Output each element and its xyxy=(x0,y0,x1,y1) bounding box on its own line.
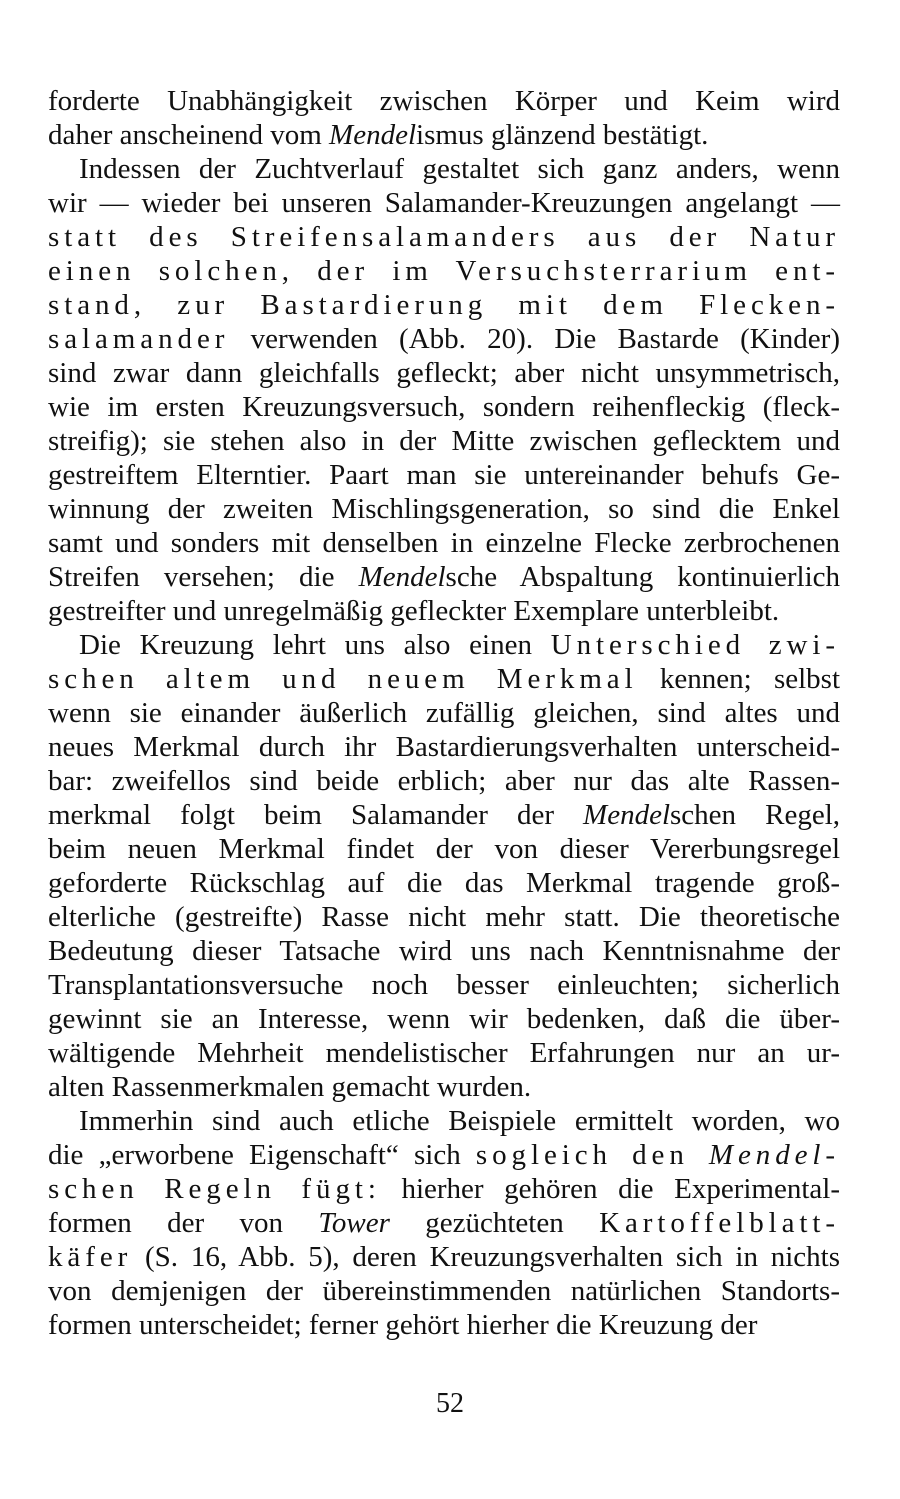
text-run: schen Regel, xyxy=(670,799,840,831)
text-run: ismus glänzend bestätigt. xyxy=(416,119,709,151)
text-run: formen unterscheidet; ferner gehört hierher die Kreuzung der xyxy=(48,1309,758,1341)
text-line xyxy=(48,1104,840,1138)
text-line xyxy=(48,1274,840,1308)
text-run: Immerhin sind auch etliche Beispiele ermittelt worden, wo xyxy=(79,1105,840,1137)
text-run: samt und sonders mit denselben in einzelne Flecke zerbrochenen xyxy=(48,527,840,559)
text-run: verwenden (Abb. 20). Die Bastarde (Kinder) xyxy=(229,323,840,355)
text-line xyxy=(48,118,840,152)
text-run: formen der von xyxy=(48,1207,319,1239)
text-run: Indessen der Zuchtverlauf gestaltet sich ganz anders, wenn xyxy=(79,153,840,185)
emphasis-text: Mendel- xyxy=(708,1139,840,1171)
text-line xyxy=(48,356,840,390)
text-run: wenn sie einander äußerlich zufällig gleichen, sind altes und xyxy=(48,697,840,729)
emphasis-text: schen Regeln fügt: xyxy=(48,1173,381,1205)
text-run: wältigende Mehrheit mendelistischer Erfahrungen nur an ur- xyxy=(48,1037,840,1069)
page-body xyxy=(48,84,840,1342)
text-run: Streifen versehen; die xyxy=(48,561,359,593)
text-line xyxy=(48,492,840,526)
text-line xyxy=(48,730,840,764)
page-number: 52 xyxy=(436,1388,464,1419)
emphasis-text: salamander xyxy=(48,323,230,355)
text-run: Die Kreuzung lehrt uns also einen xyxy=(79,629,551,661)
text-run: elterliche (gestreifte) Rasse nicht mehr statt. Die theoretische xyxy=(48,901,840,933)
text-line xyxy=(48,934,840,968)
text-line xyxy=(48,628,840,662)
text-line xyxy=(48,1308,840,1342)
text-line xyxy=(48,662,840,696)
text-line xyxy=(48,1240,840,1274)
text-run: daher anscheinend vom xyxy=(48,119,330,151)
text-line xyxy=(48,288,840,322)
text-line xyxy=(48,186,840,220)
paragraph xyxy=(48,1104,840,1342)
text-run: wie im ersten Kreuzungsversuch, sondern reihenfleckig (fleck- xyxy=(48,391,840,423)
emphasis-text: Unterschied zwi- xyxy=(550,629,840,661)
text-line xyxy=(48,458,840,492)
text-line xyxy=(48,254,840,288)
text-line xyxy=(48,1002,840,1036)
text-run: bar: zweifellos sind beide erblich; aber nur das alte Rassen- xyxy=(48,765,840,797)
emphasis-text: Mendel xyxy=(583,799,671,831)
text-run: wir — wieder bei unseren Salamander-Kreuzungen angelangt — xyxy=(48,187,840,219)
text-run: winnung der zweiten Mischlingsgeneration, so sind die Enkel xyxy=(48,493,840,525)
text-run: neues Merkmal durch ihr Bastardierungsverhalten unterscheid- xyxy=(48,731,840,763)
text-line xyxy=(48,696,840,730)
text-line xyxy=(48,152,840,186)
emphasis-text: sogleich den xyxy=(475,1139,709,1171)
emphasis-text: Tower xyxy=(318,1207,390,1239)
text-line xyxy=(48,1070,840,1104)
text-line xyxy=(48,84,840,118)
text-run: sind zwar dann gleichfalls gefleckt; aber nicht unsymmetrisch, xyxy=(48,357,840,389)
emphasis-text: käfer xyxy=(48,1241,133,1273)
text-run: gestreifter und unregelmäßig gefleckter Exemplare unterbleibt. xyxy=(48,595,780,627)
text-run: Bedeutung dieser Tatsache wird uns nach Kenntnisnahme der xyxy=(48,935,840,967)
text-line xyxy=(48,390,840,424)
emphasis-text: einen solchen, der im Versuchsterrarium ent- xyxy=(48,255,840,287)
emphasis-text: Mendel xyxy=(358,561,446,593)
text-run: von demjenigen der übereinstimmenden natürlichen Standorts- xyxy=(48,1275,840,1307)
text-run: sche Abspaltung kontinuierlich xyxy=(445,561,840,593)
text-line xyxy=(48,900,840,934)
text-run: kennen; selbst xyxy=(637,663,841,695)
text-run: merkmal folgt beim Salamander der xyxy=(48,799,584,831)
text-run: die „erworbene Eigenschaft“ sich xyxy=(48,1139,476,1171)
text-line xyxy=(48,1138,840,1172)
text-run: gestreiftem Elterntier. Paart man sie untereinander behufs Ge- xyxy=(48,459,840,491)
text-run: (S. 16, Abb. 5), deren Kreuzungsverhalten sich in nichts xyxy=(132,1241,840,1273)
text-line xyxy=(48,322,840,356)
text-run: beim neuen Merkmal findet der von dieser Vererbungsregel xyxy=(48,833,840,865)
text-line xyxy=(48,1172,840,1206)
text-run: forderte Unabhängigkeit zwischen Körper und Keim wird xyxy=(48,85,840,117)
text-line xyxy=(48,220,840,254)
emphasis-text: Kartoffelblatt- xyxy=(599,1207,840,1239)
text-line xyxy=(48,866,840,900)
emphasis-text: statt des Streifensalamanders aus der Natur xyxy=(48,221,840,253)
paragraph xyxy=(48,84,840,152)
text-run: gewinnt sie an Interesse, wenn wir bedenken, daß die über- xyxy=(48,1003,840,1035)
text-line xyxy=(48,526,840,560)
text-run: gezüchteten xyxy=(389,1207,600,1239)
text-line xyxy=(48,424,840,458)
emphasis-text: schen altem und neuem Merkmal xyxy=(48,663,638,695)
emphasis-text: stand, zur Bastardierung mit dem Flecken- xyxy=(48,289,840,321)
text-run: streifig); sie stehen also in der Mitte zwischen geflecktem und xyxy=(48,425,840,457)
text-run: Transplantationsversuche noch besser einleuchten; sicherlich xyxy=(48,969,840,1001)
paragraph xyxy=(48,152,840,628)
text-line xyxy=(48,594,840,628)
text-line xyxy=(48,560,840,594)
text-line xyxy=(48,798,840,832)
text-line xyxy=(48,968,840,1002)
text-run: alten Rassenmerkmalen gemacht wurden. xyxy=(48,1071,532,1103)
emphasis-text: Mendel xyxy=(329,119,417,151)
text-run: hierher gehören die Experimental- xyxy=(380,1173,840,1205)
text-line xyxy=(48,1206,840,1240)
text-line xyxy=(48,832,840,866)
text-line xyxy=(48,764,840,798)
text-run: geforderte Rückschlag auf die das Merkmal tragende groß- xyxy=(48,867,840,899)
paragraph xyxy=(48,628,840,1104)
text-line xyxy=(48,1036,840,1070)
